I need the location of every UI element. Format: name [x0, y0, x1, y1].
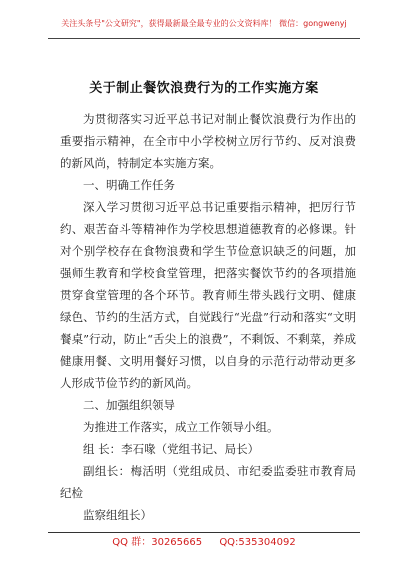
header-divider — [48, 38, 360, 39]
footer — [0, 533, 408, 548]
deputy-continuation: 监察组组长） — [83, 508, 152, 522]
intro-paragraph: 为贯彻落实习近平总书记对制止餐饮浪费行为作出的重要指示精神，在全市中小学校树立厉行节约、反对浪费的新风尚，特制定本实施方案。 — [60, 112, 356, 170]
leader-line: 组 长：李石喙（党组书记、局长） — [83, 442, 260, 456]
section1-heading: 一、明确工作任务 — [83, 178, 175, 192]
section2-intro: 为推进工作落实，成立工作领导小组。 — [83, 420, 279, 434]
document-body — [60, 108, 356, 526]
document-title: 关于制止餐饮浪费行为的工作实施方案 — [89, 81, 319, 96]
section1-paragraph: 深入学习贯彻习近平总书记重要指示精神，把厉行节约、艰苦奋斗等精神作为学校思想道德教育的必修课。针对个别学校存在食物浪费和学生节俭意识缺乏的问题，加强师生教育和学校食堂管理，把落实餐饮节约的各项措施贯穿食堂管理的各个环节。教育师生带头践行文明、健康绿色、节约的生活方式，自觉践行“光盘”行动和落实“文明餐桌”行动，防止“舌尖上的浪费”，不剩饭、不剩菜，养成健康用餐、文明用餐好习惯，以自身的示范行动带动更多人形成节俭节约的新风尚。 — [60, 200, 356, 390]
section2-heading: 二、加强组织领导 — [83, 398, 175, 412]
deputy-line: 副组长：梅活明（党组成员、市纪委监委驻市教育局纪检 — [60, 464, 356, 500]
footer-qq: QQ:535304092 — [219, 537, 296, 548]
header-promo: 关注头条号"公文研究"，获得最新最全最专业的公文资料库！ 微信：gongwenyj — [61, 19, 347, 28]
footer-qq-group: QQ 群：30265665 — [112, 537, 203, 548]
